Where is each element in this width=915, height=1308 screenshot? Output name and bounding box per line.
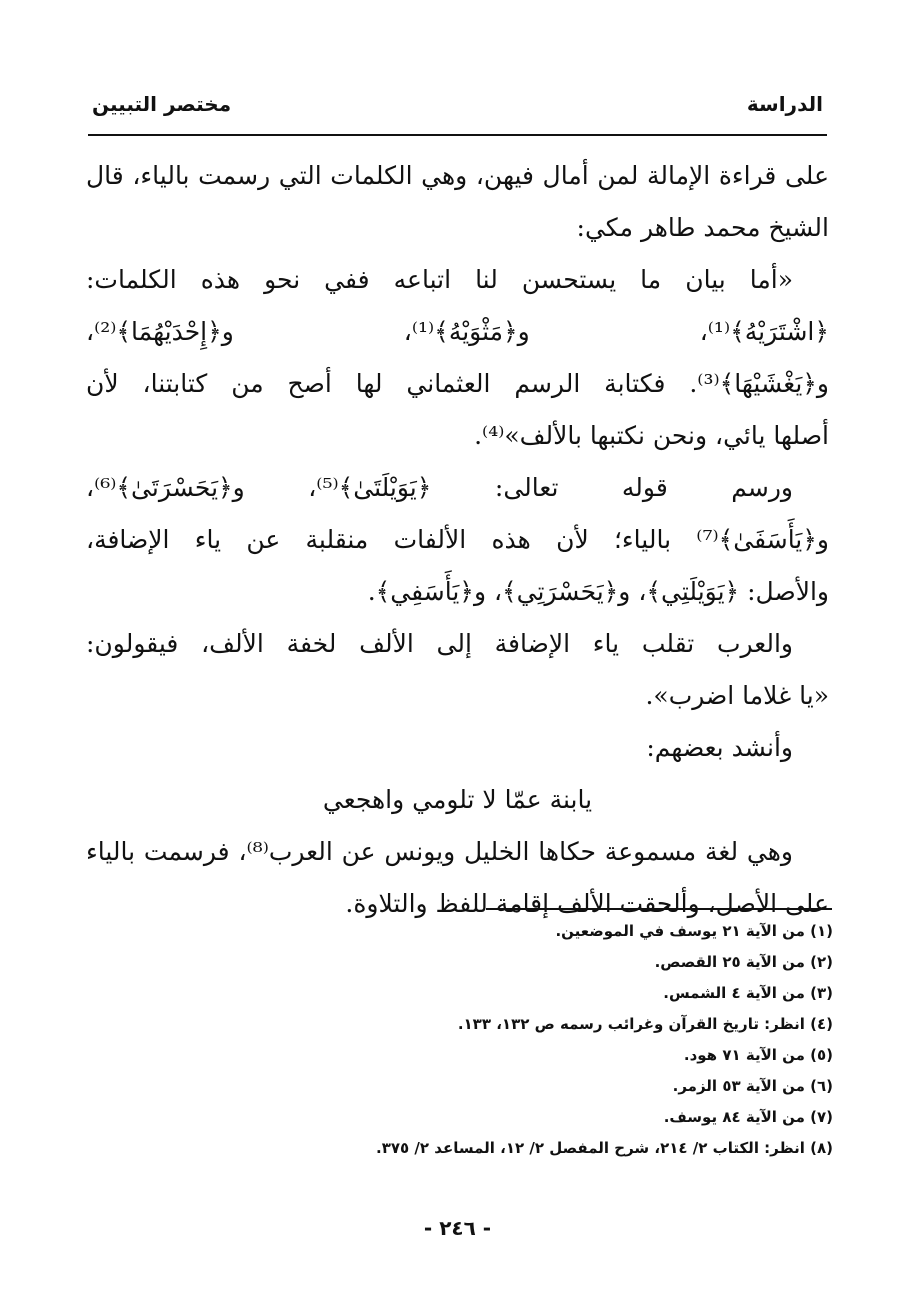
footnotes — [90, 916, 833, 1164]
header-book-title: مختصر التبيين — [92, 92, 232, 116]
footnote: (٢) من الآية ٢٥ القصص. — [654, 953, 833, 971]
text-line: على قراءة الإمالة لمن أمال فيهن، وهي الكلمات التي رسمت بالياء، قال — [86, 161, 829, 190]
footnote: (٧) من الآية ٨٤ يوسف. — [663, 1108, 833, 1126]
footnote: (٨) انظر: الكتاب ٢/ ٢١٤، شرح المفصل ٢/ ١٢، المساعد ٢/ ٣٧٥. — [376, 1139, 833, 1157]
poetry-verse: يابنة عمّا لا تلومي واهجعي — [322, 785, 593, 814]
footnote: (٤) انظر: تاريخ القرآن وغرائب رسمه ص ١٣٢، ١٣٣. — [457, 1015, 833, 1033]
footnote: (١) من الآية ٢١ يوسف في الموضعين. — [555, 922, 833, 940]
text-line: وأنشد بعضهم: — [646, 733, 793, 762]
text-line: و﴿يَغْشَيْهَا﴾⁽³⁾. فكتابة الرسم العثماني لها أصح من كتابتنا، لأن — [86, 369, 829, 398]
text-line: و﴿يَأَسَفَىٰ﴾⁽⁷⁾ بالياء؛ لأن هذه الألفات منقلبة عن ياء الإضافة، — [86, 525, 829, 554]
text-line: وهي لغة مسموعة حكاها الخليل ويونس عن العرب⁽⁸⁾، فرسمت بالياء — [86, 837, 793, 866]
text-line: «أما بيان ما يستحسن لنا اتباعه ففي نحو هذه الكلمات: — [86, 265, 793, 294]
footnote-rule — [486, 908, 832, 910]
text-line: ﴿اشْتَرَيْهُ﴾⁽¹⁾، و﴿مَثْوَيْهُ﴾⁽¹⁾، و﴿إِحْدَيْهُمَا﴾⁽²⁾، — [86, 317, 829, 346]
footnote: (٣) من الآية ٤ الشمس. — [663, 984, 833, 1002]
header-rule — [88, 134, 827, 136]
text-line: أصلها يائي، ونحن نكتبها بالألف»⁽⁴⁾. — [474, 421, 829, 450]
text-line: والأصل: ﴿يَوَيْلَتِي﴾، و﴿يَحَسْرَتِي﴾، و﴿يَأَسَفِي﴾. — [367, 577, 829, 606]
text-line: على الأصل، وألحقت الألف إقامة للفظ والتلاوة. — [345, 889, 829, 918]
page-number: - ٢٤٦ - — [423, 1216, 492, 1240]
footnote: (٦) من الآية ٥٣ الزمر. — [672, 1077, 833, 1095]
text-line: «يا غلاما اضرب». — [645, 681, 829, 710]
header-section-title: الدراسة — [746, 92, 823, 116]
running-header — [92, 86, 823, 122]
text-line: ورسم قوله تعالى: ﴿يَوَيْلَتَىٰ﴾⁽⁵⁾، و﴿يَحَسْرَتَىٰ﴾⁽⁶⁾، — [86, 473, 793, 502]
text-line: الشيخ محمد طاهر مكي: — [576, 213, 829, 242]
text-line: والعرب تقلب ياء الإضافة إلى الألف لخفة الألف، فيقولون: — [86, 629, 793, 658]
main-text — [86, 150, 829, 930]
footnote: (٥) من الآية ٧١ هود. — [683, 1046, 833, 1064]
